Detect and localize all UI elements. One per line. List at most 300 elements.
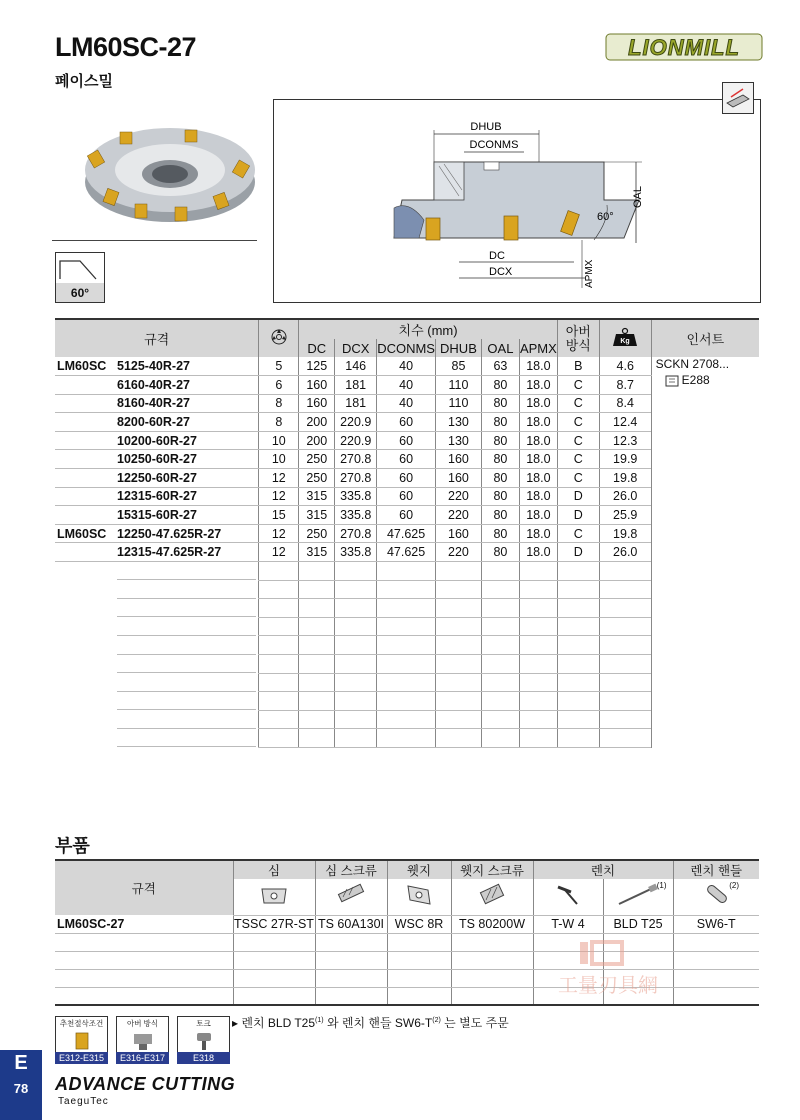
cell-apmx: 18.0	[519, 450, 557, 469]
cell-dc	[299, 617, 335, 636]
cell-dcx	[335, 692, 377, 711]
cell-kg: 19.8	[599, 524, 651, 543]
spec-code	[55, 599, 259, 618]
cell-dhub: 160	[435, 450, 481, 469]
cell-z	[259, 562, 299, 581]
cell-kg: 12.3	[599, 431, 651, 450]
cell-arbor	[557, 636, 599, 655]
wedge-icon	[402, 882, 436, 908]
cell-dhub: 220	[435, 487, 481, 506]
cell-oal	[481, 692, 519, 711]
col-dhub: DHUB	[435, 339, 481, 357]
cell-dc	[299, 692, 335, 711]
cell-dconms: 60	[377, 431, 436, 450]
insert-ref: E288	[681, 373, 710, 387]
cell-kg: 25.9	[599, 506, 651, 525]
cell-dconms	[377, 599, 436, 618]
cell-oal	[481, 636, 519, 655]
cell-oal	[481, 655, 519, 674]
watermark-text: 工量刃具網	[558, 973, 658, 997]
cell-kg	[599, 710, 651, 729]
cell-oal: 80	[481, 394, 519, 413]
cell-dcx	[335, 617, 377, 636]
spec-code	[55, 376, 259, 395]
insert-ref-link[interactable]	[654, 373, 757, 388]
cell-oal: 63	[481, 357, 519, 376]
col-insert: 인서트	[651, 319, 759, 357]
cell-z	[259, 673, 299, 692]
badge-ref: E312-E315	[55, 1052, 108, 1064]
cell-dcx	[335, 655, 377, 674]
cell-arbor: C	[557, 394, 599, 413]
spec-code-text: 8160-40R-27	[117, 396, 190, 411]
cell-z	[259, 710, 299, 729]
parts-wedge-screw: TS 80200W	[451, 915, 533, 933]
cell-apmx: 18.0	[519, 394, 557, 413]
cell-dc	[299, 710, 335, 729]
cell-kg: 12.4	[599, 413, 651, 432]
parts-title: 부품	[55, 836, 90, 856]
cell-dconms: 60	[377, 469, 436, 488]
parts-col-wedge-screw: 웻지 스크류	[451, 860, 533, 879]
shim-icon	[257, 883, 291, 907]
cell-oal	[481, 562, 519, 581]
spec-code	[55, 655, 259, 674]
cell-z	[259, 692, 299, 711]
cell-oal: 80	[481, 450, 519, 469]
parts-col-wrench: 렌치	[533, 860, 673, 879]
cell-z: 10	[259, 431, 299, 450]
cell-dcx	[335, 580, 377, 599]
cell-oal	[481, 673, 519, 692]
cell-dc	[299, 636, 335, 655]
cell-dc	[299, 673, 335, 692]
cell-kg	[599, 692, 651, 711]
cell-apmx	[519, 580, 557, 599]
cell-dconms: 60	[377, 487, 436, 506]
cell-dcx: 270.8	[335, 450, 377, 469]
wrench-b-superscript: (1)	[656, 881, 667, 890]
cell-dconms	[377, 673, 436, 692]
col-teeth	[259, 319, 299, 357]
product-photo	[75, 112, 255, 227]
cell-dconms: 40	[377, 394, 436, 413]
badge-caption: 토크	[177, 1016, 230, 1030]
spec-code-text: 10250-60R-27	[117, 452, 197, 467]
cell-dc: 160	[299, 394, 335, 413]
cell-dhub: 85	[435, 357, 481, 376]
col-weight	[599, 319, 651, 357]
col-spec: 규격	[55, 319, 259, 357]
cell-oal	[481, 729, 519, 748]
cell-dcx	[335, 729, 377, 748]
cell-apmx: 18.0	[519, 487, 557, 506]
arbor-icon	[116, 1030, 169, 1052]
cell-apmx: 18.0	[519, 469, 557, 488]
cell-dcx: 220.9	[335, 413, 377, 432]
spec-code-text: 12250-60R-27	[117, 470, 197, 485]
cell-dc: 200	[299, 431, 335, 450]
parts-row-spec: LM60SC-27	[55, 915, 233, 933]
cell-dcx: 220.9	[335, 431, 377, 450]
teeth-count-icon	[270, 328, 288, 346]
cell-dhub	[435, 617, 481, 636]
watermark	[538, 940, 678, 1010]
cell-apmx	[519, 692, 557, 711]
badge-caption: 아버 방식	[116, 1016, 169, 1030]
cell-kg: 19.8	[599, 469, 651, 488]
cell-dconms: 40	[377, 376, 436, 395]
cell-kg	[599, 562, 651, 581]
cell-arbor: C	[557, 431, 599, 450]
spec-code-text: 6160-40R-27	[117, 377, 190, 392]
cell-dc: 250	[299, 469, 335, 488]
badge-cutting-conditions[interactable]	[55, 1016, 108, 1064]
spec-code	[55, 562, 259, 581]
spec-code	[55, 617, 259, 636]
cell-dcx: 270.8	[335, 469, 377, 488]
cell-arbor	[557, 655, 599, 674]
inclined-face-icon	[722, 82, 754, 114]
cell-z: 12	[259, 543, 299, 562]
spec-code-text: 8200-60R-27	[117, 415, 190, 430]
spec-code-text: 15315-60R-27	[117, 508, 197, 523]
wrench-b-icon-cell	[603, 879, 673, 915]
cell-z: 10	[259, 450, 299, 469]
cell-kg: 26.0	[599, 543, 651, 562]
order-note	[232, 1014, 509, 1031]
spec-code-text: 12315-47.625R-27	[117, 545, 222, 560]
note-part2: 와 렌치 핸들 SW6-T	[323, 1016, 433, 1030]
cell-kg	[599, 655, 651, 674]
parts-col-wrench-handle: 렌치 핸들	[673, 860, 759, 879]
cell-dhub: 110	[435, 394, 481, 413]
spec-code	[55, 636, 259, 655]
dim-angle: 60°	[597, 211, 614, 223]
cell-dconms: 60	[377, 450, 436, 469]
col-apmx: APMX	[519, 340, 557, 356]
cell-z	[259, 617, 299, 636]
cell-dc	[299, 599, 335, 618]
handle-superscript: (2)	[729, 881, 739, 890]
cell-dc: 315	[299, 506, 335, 525]
cell-dcx	[335, 636, 377, 655]
cell-dconms	[377, 729, 436, 748]
cell-kg	[599, 617, 651, 636]
spec-code	[55, 580, 259, 599]
parts-shim-screw: TS 60A130I	[315, 915, 387, 933]
cell-apmx: 18.0	[519, 506, 557, 525]
insert-cell	[651, 357, 759, 747]
cell-z	[259, 599, 299, 618]
cell-apmx	[519, 562, 557, 581]
cell-z: 8	[259, 413, 299, 432]
cell-z: 15	[259, 506, 299, 525]
logo-text: LIONMILL	[628, 35, 740, 60]
cell-kg	[599, 599, 651, 618]
note-arrow: ▸	[232, 1016, 239, 1030]
cell-dcx: 270.8	[335, 524, 377, 543]
chamfer-angle-icon	[56, 253, 104, 283]
book-icon	[664, 374, 682, 388]
parts-col-shim: 심	[233, 860, 315, 879]
cell-z: 8	[259, 394, 299, 413]
spec-code	[55, 729, 259, 748]
parts-col-spec: 규격	[55, 860, 233, 915]
cell-oal: 80	[481, 543, 519, 562]
cell-kg	[599, 673, 651, 692]
weight-icon	[612, 327, 638, 347]
cell-oal	[481, 617, 519, 636]
cell-dc: 200	[299, 413, 335, 432]
cell-dcx: 146	[335, 357, 377, 376]
cell-oal: 80	[481, 506, 519, 525]
brand-subtitle: TaeguTec	[58, 1096, 109, 1107]
cell-dconms	[377, 655, 436, 674]
cell-z: 5	[259, 357, 299, 376]
cell-dc: 250	[299, 524, 335, 543]
cell-dhub	[435, 729, 481, 748]
cell-dhub: 130	[435, 413, 481, 432]
spec-code	[55, 431, 259, 450]
chapter-letter: E	[14, 1052, 28, 1074]
col-dconms: DCONMS	[377, 340, 435, 356]
spec-prefix: LM60SC	[57, 526, 107, 541]
spec-prefix: LM60SC	[57, 359, 107, 374]
screw-icon	[331, 883, 371, 907]
cell-dc	[299, 729, 335, 748]
cell-oal	[481, 599, 519, 618]
cell-oal	[481, 580, 519, 599]
angle-label: 60°	[55, 283, 105, 303]
cell-dhub	[435, 562, 481, 581]
cell-apmx: 18.0	[519, 524, 557, 543]
spec-code	[55, 524, 259, 543]
cell-oal: 80	[481, 524, 519, 543]
spec-code	[55, 543, 259, 562]
wedge-icon-cell	[387, 879, 451, 915]
cell-dc: 315	[299, 487, 335, 506]
cell-dconms	[377, 636, 436, 655]
cell-dc: 160	[299, 376, 335, 395]
cell-kg	[599, 729, 651, 748]
cell-dhub: 160	[435, 524, 481, 543]
parts-handle: SW6-T	[673, 915, 759, 933]
cell-z	[259, 655, 299, 674]
spec-code	[55, 506, 259, 525]
cell-dhub	[435, 636, 481, 655]
cell-z: 6	[259, 376, 299, 395]
cell-dcx	[335, 599, 377, 618]
cell-arbor	[557, 729, 599, 748]
cell-kg: 19.9	[599, 450, 651, 469]
cell-apmx	[519, 599, 557, 618]
spec-code-text: 12250-47.625R-27	[117, 526, 222, 541]
t-wrench-icon	[553, 882, 583, 908]
cell-z: 12	[259, 487, 299, 506]
cell-apmx	[519, 636, 557, 655]
shim-screw-icon-cell	[315, 879, 387, 915]
spec-code-text: 10200-60R-27	[117, 433, 197, 448]
dim-apmx: APMX	[584, 259, 595, 288]
parts-wedge: WSC 8R	[387, 915, 451, 933]
cell-arbor	[557, 599, 599, 618]
badge-ref: E318	[177, 1052, 230, 1064]
cell-dconms	[377, 562, 436, 581]
cell-dhub	[435, 673, 481, 692]
cell-kg: 26.0	[599, 487, 651, 506]
cell-dc: 250	[299, 450, 335, 469]
spec-code	[55, 450, 259, 469]
spec-code	[55, 710, 259, 729]
cell-dcx: 335.8	[335, 487, 377, 506]
badge-ref: E316-E317	[116, 1052, 169, 1064]
cell-z: 12	[259, 469, 299, 488]
cell-kg: 4.6	[599, 357, 651, 376]
badge-torque[interactable]	[177, 1016, 230, 1064]
wrench-a-icon-cell	[533, 879, 603, 915]
cell-dc	[299, 655, 335, 674]
cell-oal: 80	[481, 376, 519, 395]
cell-z	[259, 580, 299, 599]
wedge-screw-icon-cell	[451, 879, 533, 915]
cell-dcx	[335, 562, 377, 581]
cell-dconms: 60	[377, 413, 436, 432]
cell-kg	[599, 636, 651, 655]
cell-arbor: C	[557, 450, 599, 469]
parts-wrench-b: BLD T25	[603, 915, 673, 933]
page-number: 78	[13, 1081, 29, 1096]
parts-wrench-a: T-W 4	[533, 915, 603, 933]
cell-dhub	[435, 655, 481, 674]
cell-arbor: D	[557, 487, 599, 506]
cell-oal: 80	[481, 469, 519, 488]
cell-dc: 125	[299, 357, 335, 376]
torque-wrench-icon	[177, 1030, 230, 1052]
photo-rule	[52, 240, 257, 241]
cell-apmx	[519, 673, 557, 692]
spec-code	[55, 692, 259, 711]
cell-dconms: 40	[377, 357, 436, 376]
cell-arbor: C	[557, 376, 599, 395]
col-arbor: 아버 방식	[557, 319, 599, 357]
spec-code-text: 12315-60R-27	[117, 489, 197, 504]
dim-oal: OAL	[632, 185, 644, 208]
chapter-tab	[0, 1050, 42, 1120]
cell-dhub: 160	[435, 469, 481, 488]
milling-face-icon	[723, 83, 753, 113]
cell-apmx	[519, 617, 557, 636]
cell-oal: 80	[481, 431, 519, 450]
dim-dconms: DCONMS	[469, 139, 519, 151]
cell-dhub	[435, 580, 481, 599]
spec-code	[55, 487, 259, 506]
cell-dconms	[377, 617, 436, 636]
cell-oal: 80	[481, 413, 519, 432]
cell-dconms	[377, 710, 436, 729]
cell-dcx: 181	[335, 394, 377, 413]
cell-oal: 80	[481, 487, 519, 506]
note-sup2: (2)	[432, 1017, 441, 1024]
technical-drawing	[273, 99, 761, 303]
spec-code-text: 5125-40R-27	[117, 359, 190, 374]
cell-apmx: 18.0	[519, 357, 557, 376]
dim-dc: DC	[489, 250, 505, 262]
dim-dhub: DHUB	[470, 121, 502, 133]
cell-z: 12	[259, 524, 299, 543]
spec-table	[55, 318, 759, 748]
cell-dcx: 335.8	[335, 506, 377, 525]
cell-arbor: C	[557, 469, 599, 488]
col-dcx: DCX	[335, 339, 377, 357]
badge-arbor-type[interactable]	[116, 1016, 169, 1064]
handle-icon-cell	[673, 879, 759, 915]
spec-code	[55, 413, 259, 432]
page-title: LM60SC-27	[55, 32, 197, 62]
dim-dcx: DCX	[489, 266, 513, 278]
weight-icon-label: Kg	[620, 338, 630, 345]
cell-kg: 8.7	[599, 376, 651, 395]
cell-oal	[481, 710, 519, 729]
cell-arbor	[557, 580, 599, 599]
cell-z	[259, 636, 299, 655]
parts-col-shim-screw: 심 스크류	[315, 860, 387, 879]
cell-apmx: 18.0	[519, 413, 557, 432]
cell-arbor: D	[557, 543, 599, 562]
cell-dc: 315	[299, 543, 335, 562]
cell-dconms: 60	[377, 506, 436, 525]
cell-apmx	[519, 655, 557, 674]
cell-dconms	[377, 692, 436, 711]
blade-wrench-icon	[613, 882, 663, 908]
brand-logo: ADVANCE CUTTING	[55, 1074, 236, 1094]
cell-kg	[599, 580, 651, 599]
cell-apmx: 18.0	[519, 543, 557, 562]
cell-dhub: 110	[435, 376, 481, 395]
cell-dconms	[377, 580, 436, 599]
cell-dhub	[435, 710, 481, 729]
spec-code	[55, 469, 259, 488]
cell-dhub: 220	[435, 506, 481, 525]
cell-dconms: 47.625	[377, 543, 436, 562]
spec-row	[55, 357, 759, 376]
cell-dcx	[335, 673, 377, 692]
shim-icon-cell	[233, 879, 315, 915]
cell-dhub	[435, 599, 481, 618]
cell-apmx: 18.0	[519, 376, 557, 395]
wedge-screw-icon	[472, 882, 512, 908]
spec-code	[55, 673, 259, 692]
cell-apmx	[519, 710, 557, 729]
cell-dhub: 130	[435, 431, 481, 450]
cell-arbor: B	[557, 357, 599, 376]
cell-dconms: 47.625	[377, 524, 436, 543]
badge-caption: 추천절삭조건	[55, 1016, 108, 1030]
note-part3: 는 별도 주문	[440, 1016, 509, 1030]
spec-code	[55, 394, 259, 413]
cell-arbor	[557, 673, 599, 692]
parts-shim: TSSC 27R-ST	[234, 917, 314, 931]
cell-apmx	[519, 729, 557, 748]
page-subtitle: 페이스밀	[55, 73, 113, 90]
cell-dcx: 181	[335, 376, 377, 395]
cell-dcx	[335, 710, 377, 729]
col-dc: DC	[299, 339, 335, 357]
cell-arbor	[557, 692, 599, 711]
cell-dhub: 220	[435, 543, 481, 562]
cell-arbor	[557, 617, 599, 636]
cell-arbor	[557, 710, 599, 729]
